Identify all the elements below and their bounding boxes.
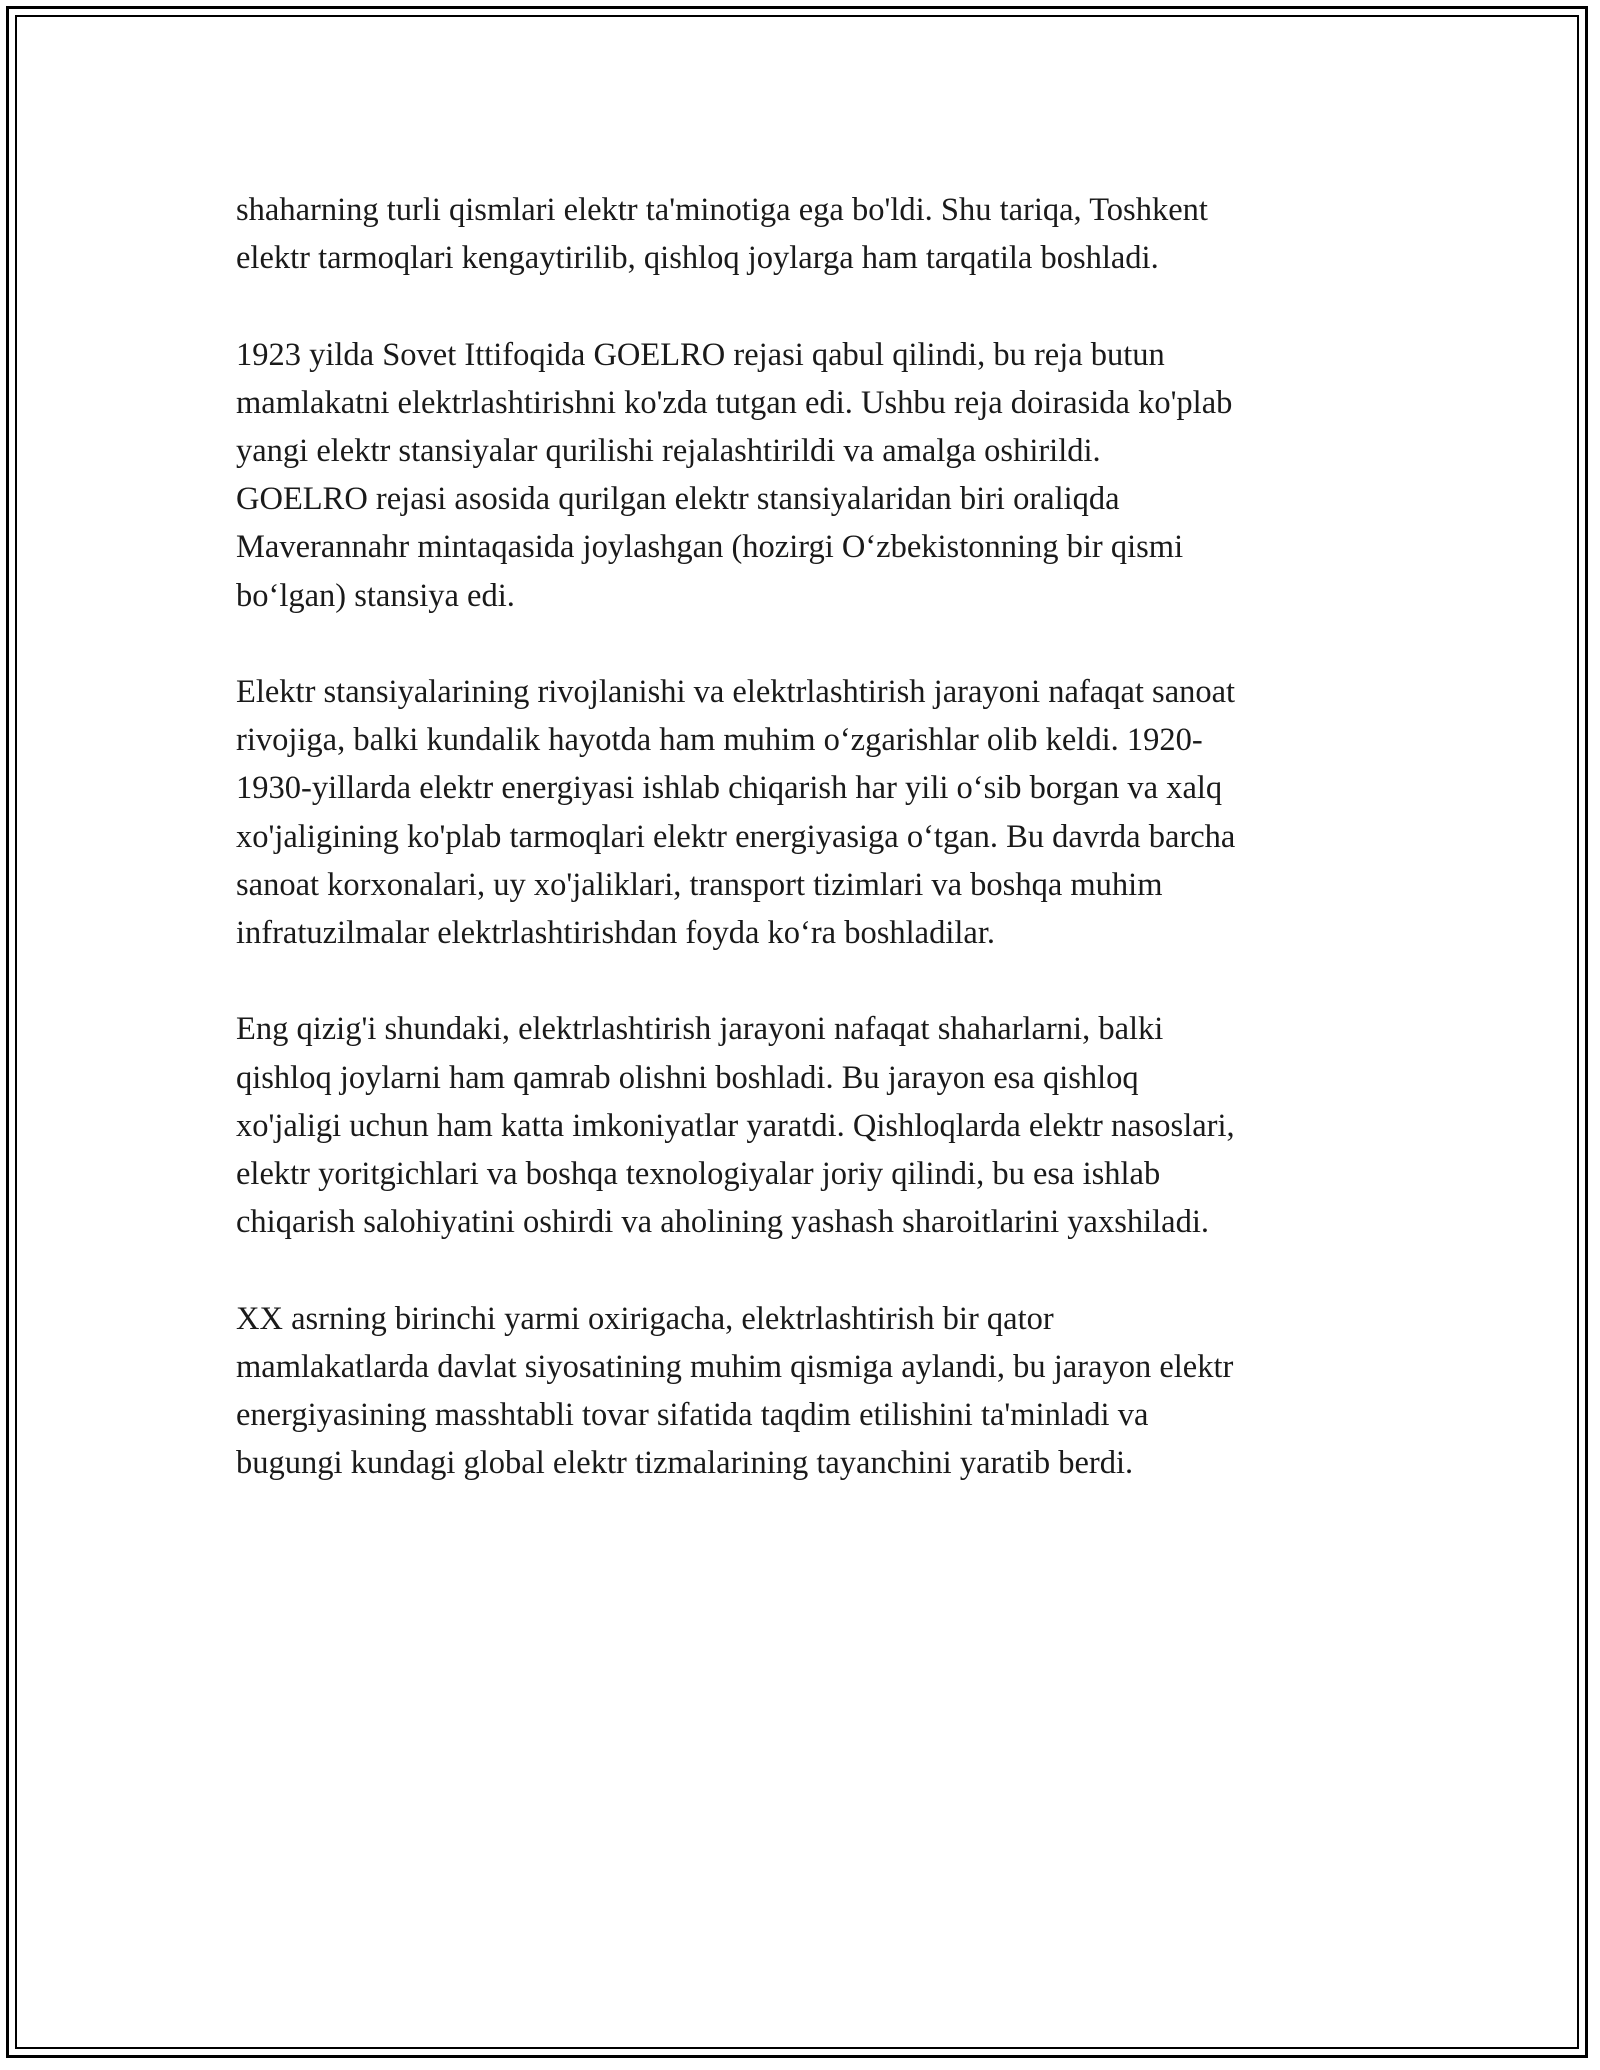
- text-line: xo'jaligi uchun ham katta imkoniyatlar yaratdi. Qishloqlarda elektr nasoslari,: [236, 1107, 1235, 1144]
- text-line: 1930-yillarda elektr energiyasi ishlab chiqarish har yili o‘sib borgan va xalq: [236, 770, 1223, 807]
- text-line: shaharning turli qismlari elektr ta'minotiga ega bo'ldi. Shu tariqa, Toshkent: [236, 192, 1208, 228]
- text-line: elektr tarmoqlari kengaytirilib, qishloq joylarga ham tarqatila boshladi.: [236, 240, 1159, 277]
- text-line: xo'jaligining ko'plab tarmoqlari elektr energiyasiga o‘tgan. Bu davrda barcha: [236, 818, 1236, 855]
- text-line: elektr yoritgichlari va boshqa texnologiyalar joriy qilindi, bu esa ishlab: [236, 1156, 1161, 1193]
- paragraph-1: [236, 186, 1376, 282]
- text-line: Elektr stansiyalarining rivojlanishi va elektrlashtirish jarayoni nafaqat sanoat: [236, 674, 1236, 710]
- text-line: bugungi kundagi global elektr tizmalarining tayanchini yaratib berdi.: [236, 1445, 1134, 1482]
- text-line: 1923 yilda Sovet Ittifoqida GOELRO rejasi qabul qilindi, bu reja butun: [236, 336, 1165, 373]
- text-line: qishloq joylarni ham qamrab olishni boshladi. Bu jarayon esa qishloq: [236, 1059, 1139, 1096]
- text-line: Maverannahr mintaqasida joylashgan (hozirgi O‘zbekistonning bir qismi: [236, 529, 1184, 566]
- text-line: chiqarish salohiyatini oshirdi va aholining yashash sharoitlarini yaxshiladi.: [236, 1204, 1210, 1241]
- text-line: yangi elektr stansiyalar qurilishi rejalashtirildi va amalga oshirildi.: [236, 433, 1101, 469]
- paragraph-2: [236, 331, 1376, 620]
- text-line: energiyasining masshtabli tovar sifatida taqdim etilishini ta'minladi va: [236, 1397, 1149, 1434]
- text-line: mamlakatlarda davlat siyosatining muhim qismiga aylandi, bu jarayon elektr: [236, 1348, 1234, 1385]
- text-line: rivojiga, balki kundalik hayotda ham muhim o‘zgarishlar olib keldi. 1920-: [236, 722, 1203, 759]
- text-line: mamlakatni elektrlashtirishni ko'zda tutgan edi. Ushbu reja doirasida ko'plab: [236, 384, 1233, 421]
- paragraph-5: [236, 1295, 1376, 1488]
- text-line: bo‘lgan) stansiya edi.: [236, 577, 515, 614]
- text-line: GOELRO rejasi asosida qurilgan elektr stansiyalaridan biri oraliqda: [236, 481, 1120, 518]
- paragraph-3: [236, 668, 1376, 957]
- text-line: Eng qizig'i shundaki, elektrlashtirish jarayoni nafaqat shaharlarni, balki: [236, 1011, 1164, 1048]
- paragraph-4: [236, 1005, 1376, 1246]
- text-line: infratuzilmalar elektrlashtirishdan foyda ko‘ra boshladilar.: [236, 915, 995, 952]
- document-body: [236, 186, 1376, 1536]
- text-line: XX asrning birinchi yarmi oxirigacha, elektrlashtirish bir qator: [236, 1300, 1054, 1337]
- text-line: sanoat korxonalari, uy xo'jaliklari, transport tizimlari va boshqa muhim: [236, 866, 1163, 903]
